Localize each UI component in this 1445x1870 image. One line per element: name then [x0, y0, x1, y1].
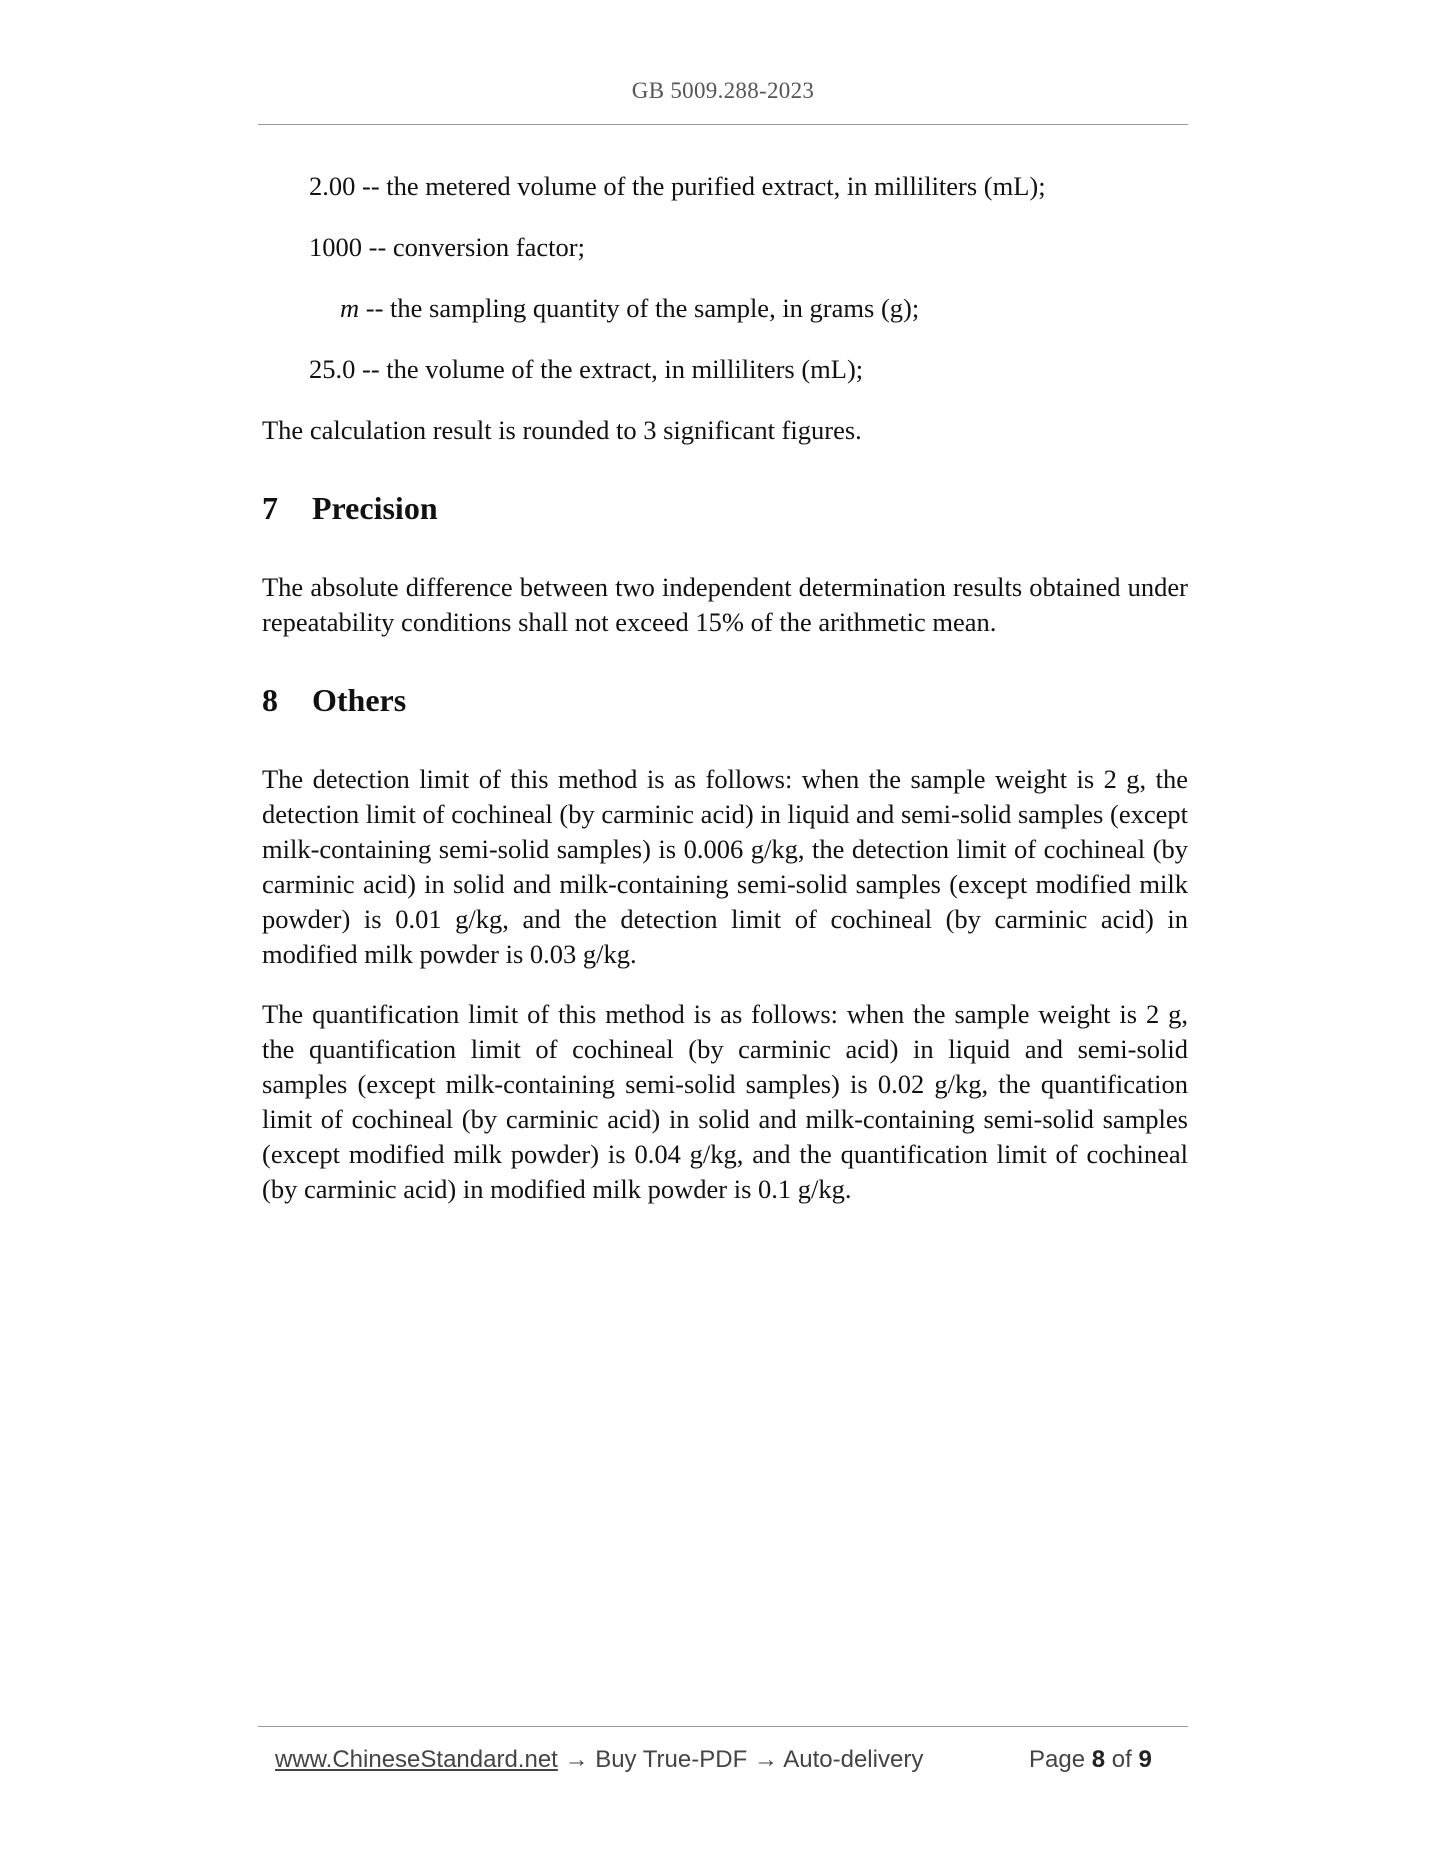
page-indicator [1029, 1746, 1152, 1774]
website-link[interactable]: www.ChineseStandard.net [275, 1746, 558, 1773]
arrow-icon: → [753, 1746, 778, 1773]
section-number: 8 [262, 682, 278, 718]
definition-line [309, 353, 863, 385]
section-heading-others [262, 682, 406, 719]
definition-line [309, 231, 585, 263]
definition-text: conversion factor; [392, 232, 585, 262]
section-title: Precision [312, 490, 438, 526]
definition-text: the sampling quantity of the sample, in grams (g); [390, 293, 920, 323]
rounding-note: The calculation result is rounded to 3 significant figures. [262, 415, 862, 445]
precision-paragraph: The absolute difference between two independent determination results obtained under repeatability conditions shall not exceed 15% of the arithmetic mean. [262, 572, 1188, 637]
definition-symbol: m [340, 293, 360, 323]
definition-symbol: 1000 [309, 232, 362, 262]
buy-label: Buy True-PDF [595, 1746, 748, 1773]
definition-text: the metered volume of the purified extract, in milliliters (mL); [386, 171, 1046, 201]
definition-symbol: 25.0 [309, 354, 356, 384]
section-title: Others [312, 682, 407, 718]
definition-separator: -- [362, 354, 380, 384]
footer-divider [258, 1726, 1188, 1727]
definition-text: the volume of the extract, in milliliters (mL); [386, 354, 864, 384]
footer-promo [275, 1746, 923, 1774]
definition-separator: -- [365, 293, 384, 323]
page-current: 8 [1091, 1746, 1106, 1773]
definition-separator: -- [362, 171, 380, 201]
delivery-label: Auto-delivery [783, 1746, 924, 1773]
definition-symbol: 2.00 [309, 171, 356, 201]
section-heading-precision [262, 490, 438, 527]
running-header: GB 5009.288-2023 [631, 78, 815, 103]
quantification-limit-paragraph: The quantification limit of this method is as follows: when the sample weight is 2 g, the quantification limit of cochineal (by carminic acid) in liquid and semi-solid samples (except milk-containing semi-solid samples) is 0.02 g/kg, the quantification limit of cochineal (by carminic acid) in solid and milk-containing semi-solid samples (except modified milk powder) is 0.04 g/kg, and the quantification limit of cochineal (by carminic acid) in modified milk powder is 0.1 g/kg. [262, 999, 1188, 1204]
page-total: 9 [1138, 1746, 1152, 1773]
section-number: 7 [262, 490, 278, 526]
definition-line [309, 170, 1046, 202]
definition-separator: -- [368, 232, 387, 262]
of-label: of [1111, 1746, 1132, 1773]
arrow-icon: → [564, 1746, 589, 1773]
definition-line [340, 292, 919, 324]
detection-limit-paragraph: The detection limit of this method is as follows: when the sample weight is 2 g, the detection limit of cochineal (by carminic acid) in liquid and semi-solid samples (except milk-containing semi-solid samples) is 0.006 g/kg, the detection limit of cochineal (by carminic acid) in solid and milk-containing semi-solid samples (except modified milk powder) is 0.01 g/kg, and the detection limit of cochineal (by carminic acid) in modified milk powder is 0.03 g/kg. [262, 764, 1188, 969]
page-label: Page [1029, 1746, 1086, 1773]
header-divider [258, 124, 1188, 125]
